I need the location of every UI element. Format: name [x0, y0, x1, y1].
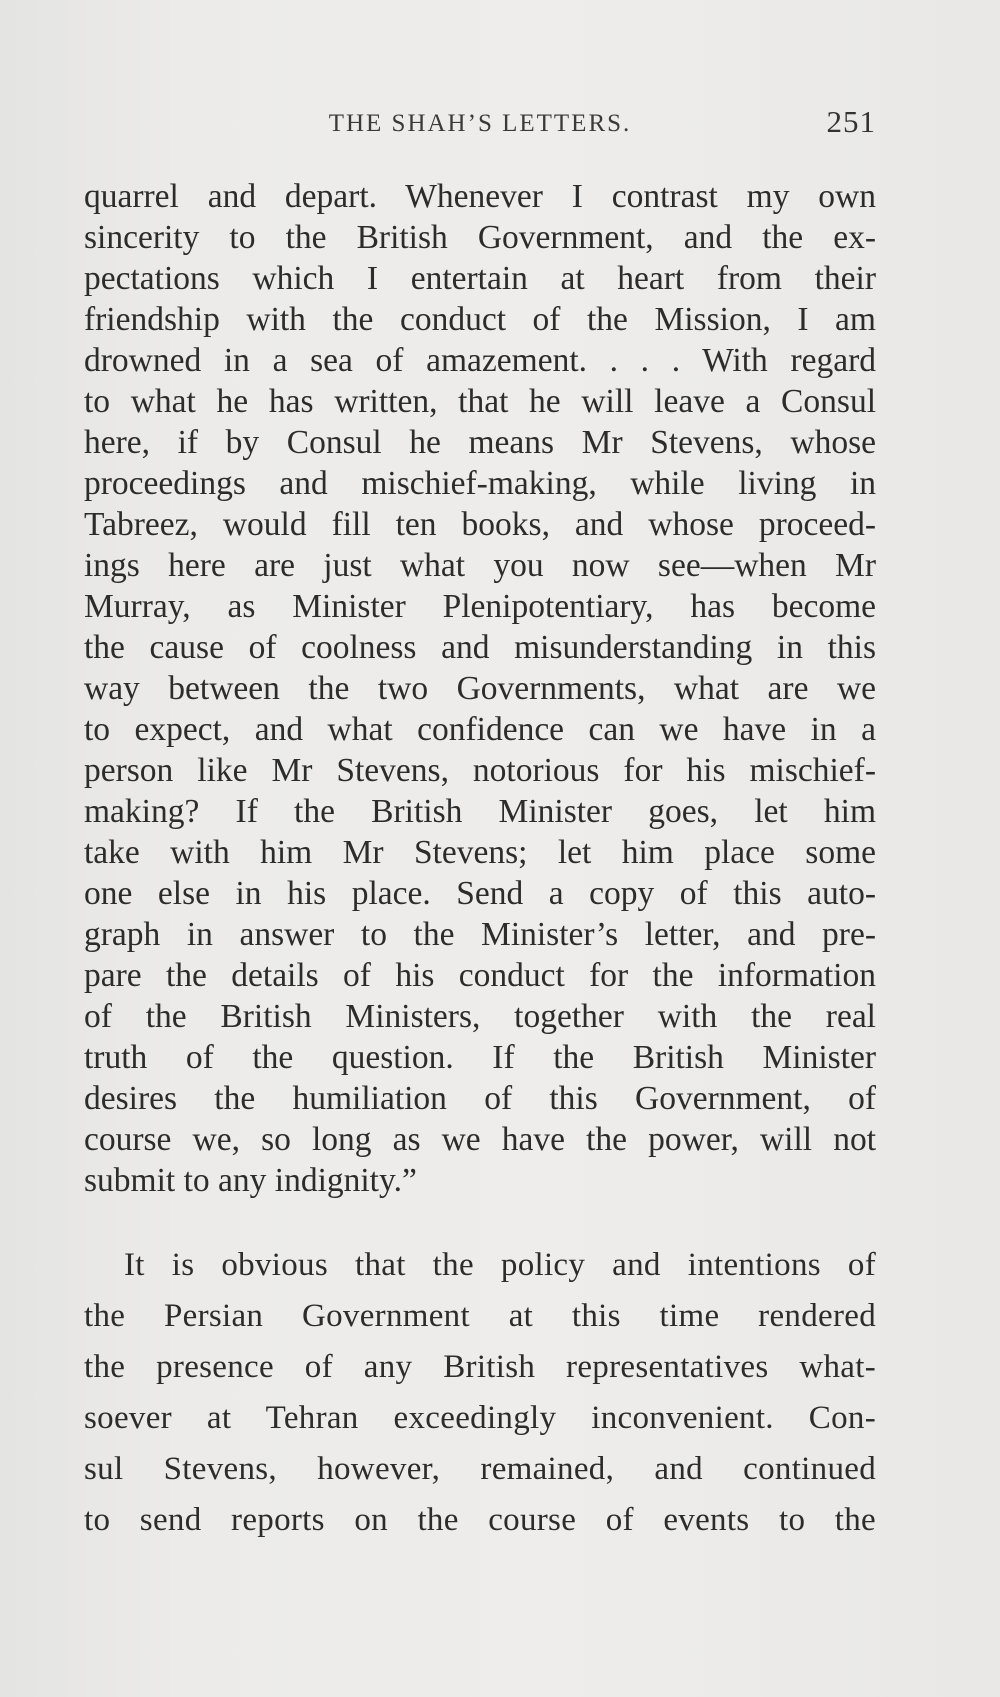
- text-line: truth of the question. If the British Minister: [84, 1039, 876, 1076]
- text-line: the presence of any British representatives what-: [84, 1349, 876, 1385]
- text-line: take with him Mr Stevens; let him place some: [84, 834, 876, 871]
- running-head-title: THE SHAH’S LETTERS.: [328, 110, 632, 137]
- running-head: [84, 104, 876, 148]
- text-line: pectations which I entertain at heart from their: [84, 260, 876, 297]
- text-line: soever at Tehran exceedingly inconvenient. Con-: [84, 1400, 876, 1436]
- text-line: sul Stevens, however, remained, and continued: [84, 1451, 876, 1487]
- text-line: of the British Ministers, together with the real: [84, 998, 876, 1035]
- text-line: pare the details of his conduct for the information: [84, 957, 876, 994]
- text-line: course we, so long as we have the power, will not: [84, 1121, 876, 1158]
- text-line: It is obvious that the policy and intentions of: [124, 1247, 876, 1283]
- text-line: making? If the British Minister goes, let him: [84, 793, 876, 830]
- text-line: to expect, and what confidence can we have in a: [84, 711, 876, 748]
- text-line: one else in his place. Send a copy of this auto-: [84, 875, 876, 912]
- text-line: to what he has written, that he will leave a Consul: [84, 383, 876, 420]
- text-line: person like Mr Stevens, notorious for his mischief-: [84, 752, 876, 789]
- text-line: friendship with the conduct of the Mission, I am: [84, 301, 876, 338]
- text-line: drowned in a sea of amazement. . . . With regard: [84, 342, 876, 379]
- text-line: Tabreez, would fill ten books, and whose proceed-: [84, 506, 876, 543]
- quoted-letter-text: [84, 176, 876, 1201]
- text-line: Murray, as Minister Plenipotentiary, has become: [84, 588, 876, 625]
- page-number: 251: [826, 104, 876, 139]
- text-line: desires the humiliation of this Government, of: [84, 1080, 876, 1117]
- text-line: proceedings and mischief-making, while living in: [84, 465, 876, 502]
- text-line: the Persian Government at this time rendered: [84, 1298, 876, 1334]
- text-line: submit to any indignity.”: [84, 1162, 417, 1199]
- text-line: graph in answer to the Minister’s letter, and pre-: [84, 916, 876, 953]
- body-paragraph: [84, 1240, 876, 1546]
- text-line: the cause of coolness and misunderstanding in this: [84, 629, 876, 666]
- text-line: sincerity to the British Government, and the ex-: [84, 219, 876, 256]
- text-line: here, if by Consul he means Mr Stevens, whose: [84, 424, 876, 461]
- text-line: quarrel and depart. Whenever I contrast my own: [84, 178, 876, 215]
- text-line: ings here are just what you now see—when Mr: [84, 547, 876, 584]
- text-line: to send reports on the course of events to the: [84, 1502, 876, 1538]
- text-line: way between the two Governments, what are we: [84, 670, 876, 707]
